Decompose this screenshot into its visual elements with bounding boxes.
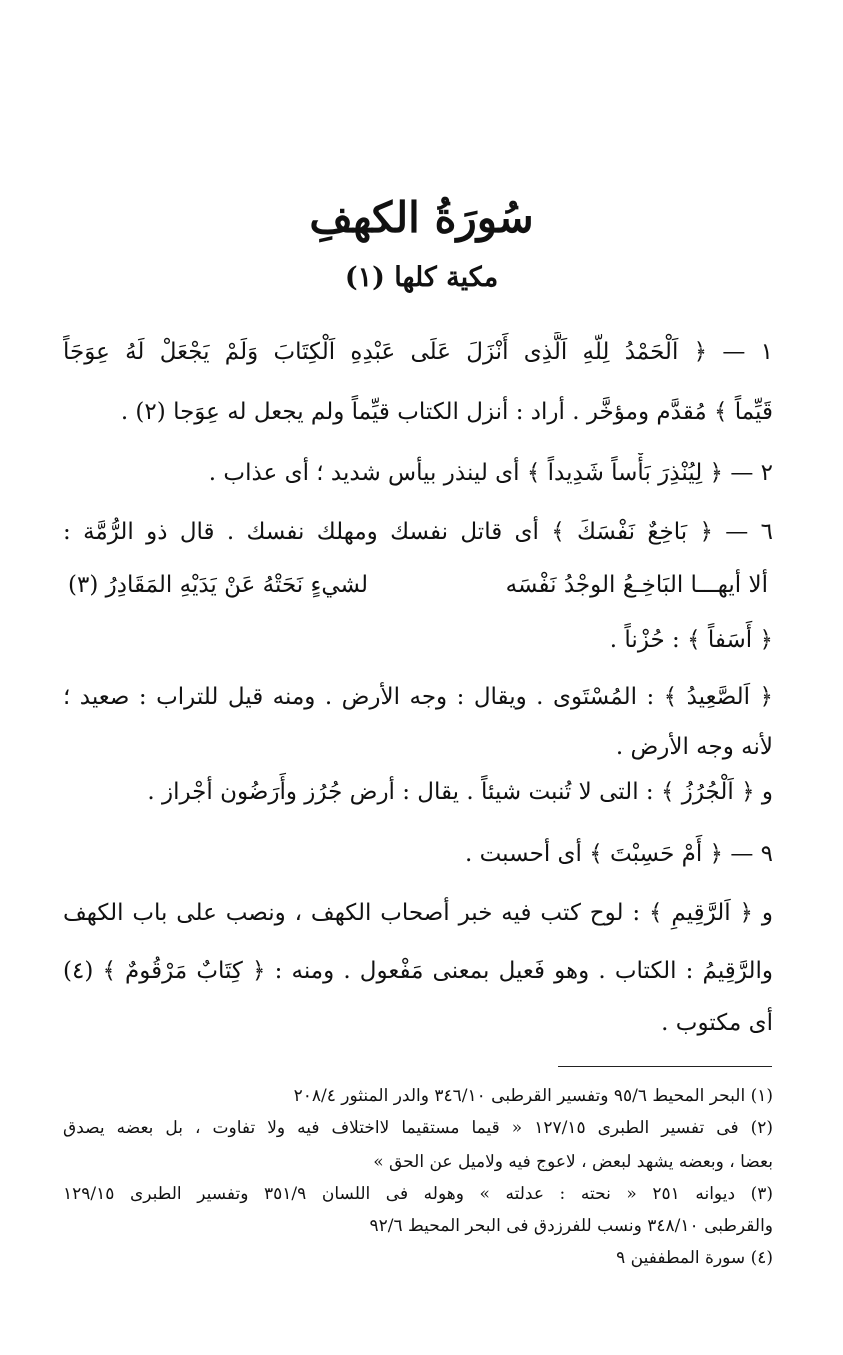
footnote-2: (٢) فى تفسير الطبرى ١٢٧/١٥ « قيما مستقيما لااختلاف فيه ولا تفاوت ، بل بعضه يصدق — [63, 1118, 773, 1138]
text-line-8: و ﴿ اَلْجُرُزُ ﴾ : التى لا تُنبت شيئاً . يقال : أرض جُرُز وأَرَضُون أجْراز . — [147, 779, 773, 805]
footnote-3: (٣) ديوانه ٢٥١ « نحته : عدلته » وهوله فى اللسان ٣٥١/٩ وتفسير الطبرى ١٢٩/١٥ — [63, 1184, 773, 1204]
footnote-divider — [558, 1066, 772, 1067]
text-line-6: ﴿ اَلصَّعِيدُ ﴾ : المُسْتَوى . ويقال : وجه الأرض . ومنه قيل للتراب : صعيد ؛ — [63, 684, 773, 710]
surah-subtitle: مكية كلها (١) — [344, 262, 499, 293]
text-line-9: ٩ — ﴿ أَمْ حَسِبْتَ ﴾ أى أحسبت . — [464, 841, 773, 867]
text-line-10: و ﴿ اَلرَّقِيمِ ﴾ : لوح كتب فيه خبر أصحاب الكهف ، ونصب على باب الكهف — [63, 900, 773, 926]
text-line-4: ٦ — ﴿ بَاخِعٌ نَفْسَكَ ﴾ أى قاتل نفسك ومهلك نفسك . قال ذو الرُّمَّة : — [63, 519, 773, 545]
text-line-11: والرَّقِيمُ : الكتاب . وهو فَعيل بمعنى مَفْعول . ومنه : ﴿ كِتَابٌ مَرْقُومٌ ﴾ (٤) — [63, 958, 773, 984]
text-line-12: أى مكتوب . — [661, 1010, 773, 1036]
poem-hemistich-first: ألا أيهـــا البَاخِـعُ الوجْدُ نَفْسَه — [505, 572, 768, 598]
text-line-7: لأنه وجه الأرض . — [615, 734, 773, 760]
text-line-5: ﴿ أَسَفاً ﴾ : حُزْناً . — [609, 627, 773, 653]
text-line-3: ٢ — ﴿ لِيُنْذِرَ بَأْساً شَدِيداً ﴾ أى لينذر بيأس شديد ؛ أى عذاب . — [208, 460, 773, 486]
text-line-2: قَيِّماً ﴾ مُقدَّم ومؤخَّر . أراد : أنزل الكتاب قيِّماً ولم يجعل له عِوَجا (٢) . — [120, 399, 773, 425]
surah-title: سُورَةُ الكهفِ — [309, 193, 534, 242]
footnote-2-continued: بعضا ، وبعضه يشهد لبعض ، لاعوج فيه ولاميل عن الحق » — [373, 1152, 773, 1172]
footnote-4: (٤) سورة المطففين ٩ — [616, 1248, 773, 1268]
text-line-1: ١ — ﴿ اَلْحَمْدُ لِلّهِ اَلَّذِى أَنْزَلَ عَلَى عَبْدِهِ اَلْكِتَابَ وَلَمْ يَجْعَلْ لَهُ عِوَجَاً — [63, 339, 773, 365]
footnote-3-continued: والقرطبى ٣٤٨/١٠ ونسب للفرزدق فى البحر المحيط ٩٢/٦ — [369, 1216, 773, 1236]
poem-hemistich-second: لشيءٍ نَحَتْهُ عَنْ يَدَيْهِ المَقَادِرُ (٣) — [68, 572, 369, 598]
footnote-1: (١) البحر المحيط ٩٥/٦ وتفسير القرطبى ٣٤٦/١٠ والدر المنثور ٢٠٨/٤ — [293, 1086, 773, 1106]
poem-verse — [68, 565, 768, 605]
